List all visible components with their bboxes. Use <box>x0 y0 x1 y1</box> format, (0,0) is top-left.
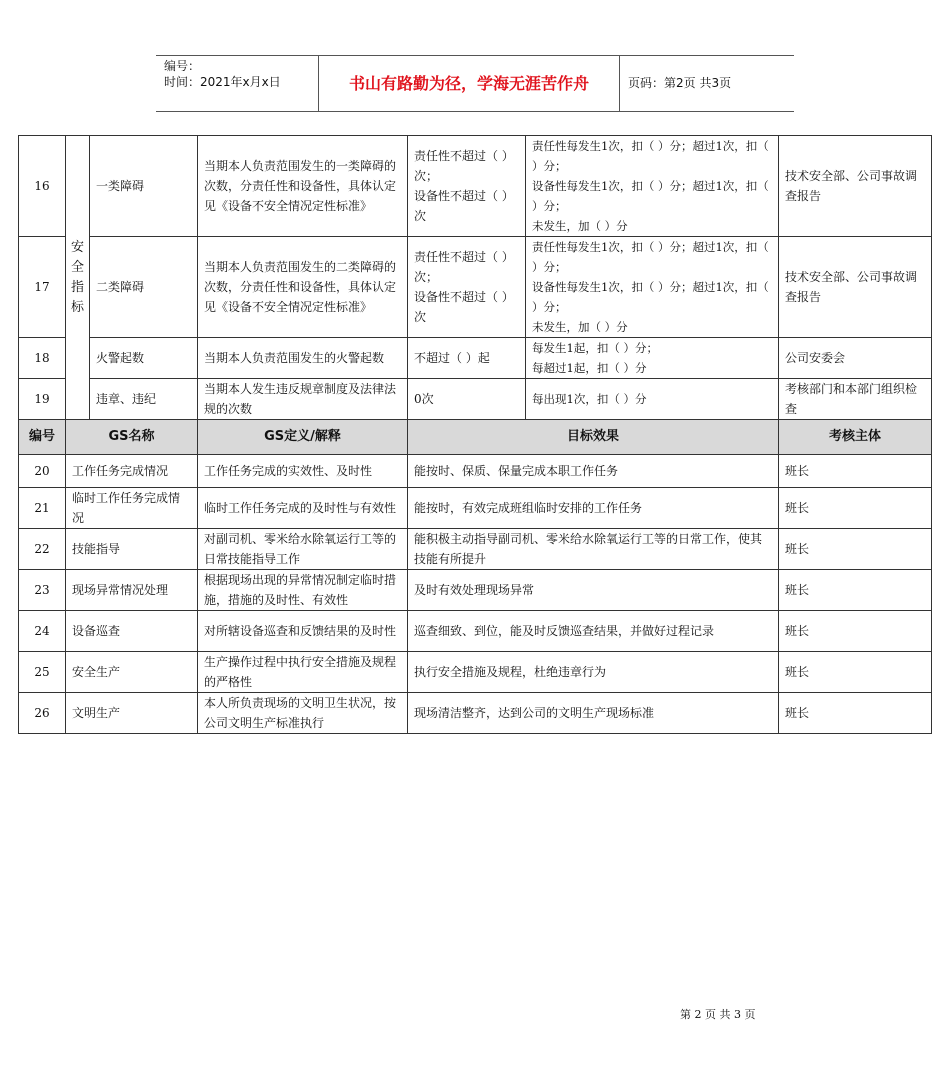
header-meta <box>156 56 319 111</box>
col-header-no: 编号 <box>19 420 66 455</box>
scoring-rule: 每发生1起，扣（ ）分； 每超过1起，扣（ ）分 <box>526 338 779 379</box>
gs-definition: 对所辖设备巡查和反馈结果的及时性 <box>198 611 408 652</box>
gs-name: 工作任务完成情况 <box>66 455 198 488</box>
gs-definition: 生产操作过程中执行安全措施及规程的严格性 <box>198 652 408 693</box>
gs-name: 技能指导 <box>66 529 198 570</box>
gs-name: 火警起数 <box>90 338 198 379</box>
target-value: 责任性不超过（ ）次； 设备性不超过（ ）次 <box>408 237 526 338</box>
gs-definition: 根据现场出现的异常情况制定临时措施，措施的及时性、有效性 <box>198 570 408 611</box>
goal-effect: 及时有效处理现场异常 <box>408 570 779 611</box>
page-footer: 第 2 页 共 3 页 <box>680 1008 756 1021</box>
goal-effect: 能按时、保质、保量完成本职工作任务 <box>408 455 779 488</box>
goal-effect: 现场清洁整齐，达到公司的文明生产现场标准 <box>408 693 779 734</box>
table-row <box>19 611 932 652</box>
table-row <box>19 488 932 529</box>
assessor: 班长 <box>779 693 932 734</box>
header-motto: 书山有路勤为径，学海无涯苦作舟 <box>319 56 620 111</box>
row-number: 24 <box>19 611 66 652</box>
gs-name: 设备巡查 <box>66 611 198 652</box>
row-number: 22 <box>19 529 66 570</box>
row-number: 16 <box>19 136 66 237</box>
column-header-row <box>19 420 932 455</box>
data-source: 公司安委会 <box>779 338 932 379</box>
table-row <box>19 570 932 611</box>
target-value: 不超过（ ）起 <box>408 338 526 379</box>
gs-name: 文明生产 <box>66 693 198 734</box>
gs-definition: 当期本人负责范围发生的一类障碍的次数，分责任性和设备性，具体认定见《设备不安全情况定性标准》 <box>198 136 408 237</box>
row-number: 17 <box>19 237 66 338</box>
col-header-def: GS定义/解释 <box>198 420 408 455</box>
assessor: 班长 <box>779 488 932 529</box>
table-row <box>19 529 932 570</box>
category-cell <box>66 136 90 420</box>
row-number: 23 <box>19 570 66 611</box>
table-row <box>19 237 932 338</box>
gs-definition: 当期本人发生违反规章制度及法律法规的次数 <box>198 379 408 420</box>
goal-effect: 执行安全措施及规程，杜绝违章行为 <box>408 652 779 693</box>
goal-effect: 能积极主动指导副司机、零米给水除氧运行工等的日常工作，使其技能有所提升 <box>408 529 779 570</box>
gs-definition: 当期本人负责范围发生的火警起数 <box>198 338 408 379</box>
evaluation-table <box>18 135 932 734</box>
table-row <box>19 455 932 488</box>
data-source: 技术安全部、公司事故调查报告 <box>779 136 932 237</box>
target-value: 0次 <box>408 379 526 420</box>
col-header-goal: 目标效果 <box>408 420 779 455</box>
data-source: 考核部门和本部门组织检查 <box>779 379 932 420</box>
gs-definition: 本人所负责现场的文明卫生状况，按公司文明生产标准执行 <box>198 693 408 734</box>
gs-name: 临时工作任务完成情况 <box>66 488 198 529</box>
page-header <box>156 55 794 112</box>
col-header-name: GS名称 <box>66 420 198 455</box>
scoring-rule: 责任性每发生1次，扣（ ）分；超过1次，扣（ ）分； 设备性每发生1次，扣（ ）分；超过1次，扣（ ）分； 未发生，加（ ）分 <box>526 136 779 237</box>
table-row <box>19 338 932 379</box>
gs-name: 二类障碍 <box>90 237 198 338</box>
category-label: 安全指标 <box>70 239 84 315</box>
assessor: 班长 <box>779 652 932 693</box>
gs-name: 违章、违纪 <box>90 379 198 420</box>
assessor: 班长 <box>779 455 932 488</box>
row-number: 19 <box>19 379 66 420</box>
gs-name: 安全生产 <box>66 652 198 693</box>
table-row <box>19 652 932 693</box>
row-number: 26 <box>19 693 66 734</box>
row-number: 20 <box>19 455 66 488</box>
gs-definition: 工作任务完成的实效性、及时性 <box>198 455 408 488</box>
col-header-owner: 考核主体 <box>779 420 932 455</box>
table-row <box>19 693 932 734</box>
scoring-rule: 责任性每发生1次，扣（ ）分；超过1次，扣（ ）分； 设备性每发生1次，扣（ ）分；超过1次，扣（ ）分； 未发生，加（ ）分 <box>526 237 779 338</box>
gs-definition: 当期本人负责范围发生的二类障碍的次数，分责任性和设备性，具体认定见《设备不安全情况定性标准》 <box>198 237 408 338</box>
number-label: 编号： <box>164 59 201 73</box>
scoring-rule: 每出现1次，扣（ ）分 <box>526 379 779 420</box>
gs-name: 现场异常情况处理 <box>66 570 198 611</box>
target-value: 责任性不超过（ ）次； 设备性不超过（ ）次 <box>408 136 526 237</box>
row-number: 21 <box>19 488 66 529</box>
assessor: 班长 <box>779 611 932 652</box>
row-number: 18 <box>19 338 66 379</box>
gs-definition: 临时工作任务完成的及时性与有效性 <box>198 488 408 529</box>
table-row <box>19 136 932 237</box>
assessor: 班长 <box>779 570 932 611</box>
table-row <box>19 379 932 420</box>
goal-effect: 巡查细致、到位，能及时反馈巡查结果，并做好过程记录 <box>408 611 779 652</box>
data-source: 技术安全部、公司事故调查报告 <box>779 237 932 338</box>
goal-effect: 能按时，有效完成班组临时安排的工作任务 <box>408 488 779 529</box>
row-number: 25 <box>19 652 66 693</box>
header-page: 页码：第2页 共3页 <box>628 76 732 90</box>
time-label: 时间：2021年x月x日 <box>164 75 281 89</box>
gs-name: 一类障碍 <box>90 136 198 237</box>
gs-definition: 对副司机、零米给水除氧运行工等的日常技能指导工作 <box>198 529 408 570</box>
assessor: 班长 <box>779 529 932 570</box>
